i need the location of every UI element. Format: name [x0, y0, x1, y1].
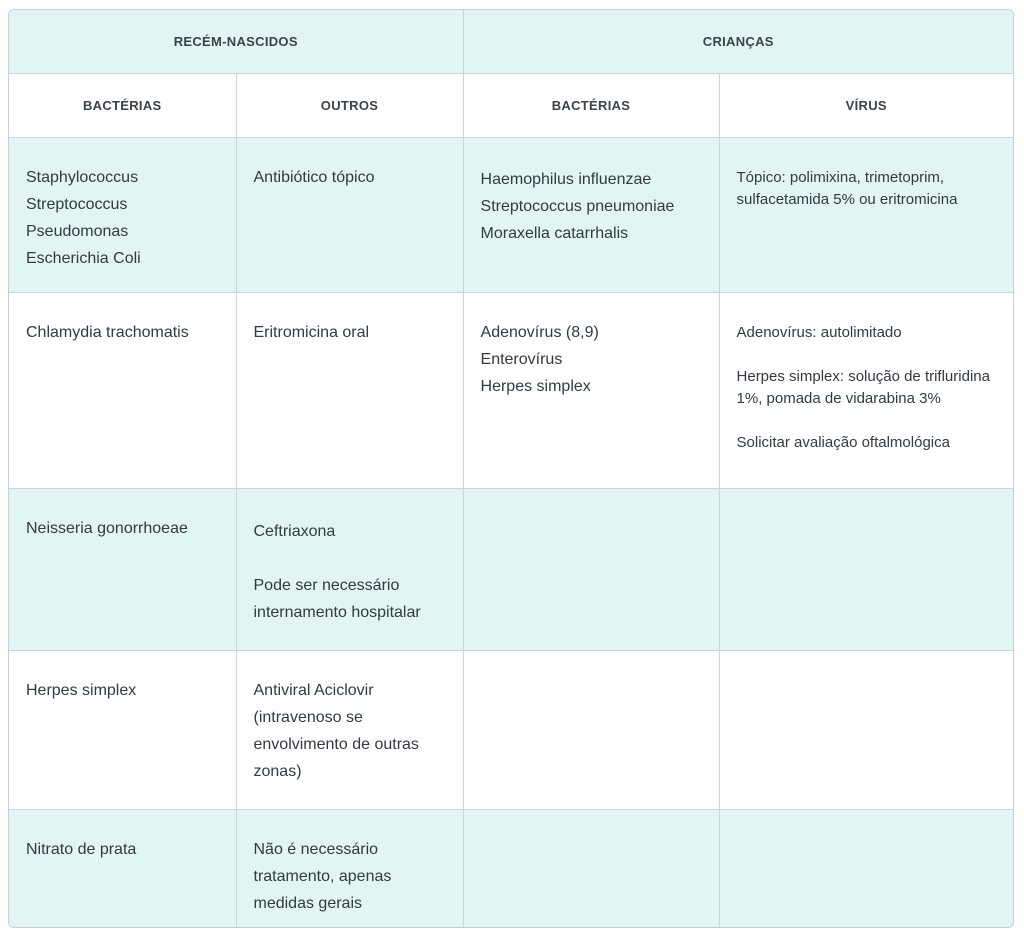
table-row [9, 138, 1013, 293]
cell-text: Antiviral Aciclovir (intravenoso se envolvimento de outras zonas) [253, 682, 419, 780]
cell-text: Herpes simplex [26, 682, 137, 699]
cell-children-bacteria [463, 138, 719, 293]
cell-virus [719, 651, 1013, 810]
cell-text: Eritromicina oral [253, 324, 370, 341]
header-newborn-bacteria: BACTÉRIAS [9, 74, 236, 138]
cell-text: Herpes simplex [480, 378, 591, 395]
cell-text: Tópico: polimixina, trimetoprim, sulfacetamida 5% ou eritromicina [736, 169, 958, 208]
cell-text: Antibiótico tópico [253, 169, 375, 186]
header-children-bacteria: BACTÉRIAS [463, 74, 719, 138]
table-row [9, 293, 1013, 489]
cell-text: Streptococcus pneumoniae [480, 198, 675, 215]
cell-others [236, 810, 463, 927]
treatment-table [8, 9, 1014, 928]
column-header-row [9, 74, 1013, 138]
cell-virus [719, 810, 1013, 927]
cell-text: Não é necessário tratamento, apenas medidas gerais [253, 841, 392, 912]
cell-text: Neisseria gonorrhoeae [26, 520, 188, 537]
header-newborns: RECÉM-NASCIDOS [9, 10, 463, 74]
cell-text: Pseudomonas [26, 223, 129, 240]
cell-virus [719, 138, 1013, 293]
cell-text: Adenovírus: autolimitado [736, 324, 902, 341]
cell-children-bacteria [463, 810, 719, 927]
cell-children-bacteria [463, 651, 719, 810]
cell-virus [719, 489, 1013, 651]
cell-newborn-bacteria [9, 138, 236, 293]
cell-others [236, 138, 463, 293]
table-row [9, 651, 1013, 810]
cell-text: Escherichia Coli [26, 250, 141, 267]
conjunctivitis-table [9, 10, 1013, 927]
cell-others [236, 651, 463, 810]
table-row [9, 810, 1013, 927]
cell-text: Adenovírus (8,9) [480, 324, 599, 341]
group-header-row [9, 10, 1013, 74]
cell-newborn-bacteria [9, 489, 236, 651]
cell-text: Nitrato de prata [26, 841, 137, 858]
cell-text: Solicitar avaliação oftalmológica [736, 434, 950, 451]
cell-virus [719, 293, 1013, 489]
cell-others [236, 293, 463, 489]
cell-text: Haemophilus influenzae [480, 171, 652, 188]
cell-text: Herpes simplex: solução de trifluridina 1%, pomada de vidarabina 3% [736, 368, 990, 407]
cell-text: Pode ser necessário internamento hospitalar [253, 577, 421, 621]
cell-newborn-bacteria [9, 651, 236, 810]
cell-newborn-bacteria [9, 810, 236, 927]
cell-children-bacteria [463, 293, 719, 489]
cell-text: Enterovírus [480, 351, 563, 368]
cell-text: Moraxella catarrhalis [480, 225, 629, 242]
cell-text: Ceftriaxona [253, 523, 336, 540]
cell-newborn-bacteria [9, 293, 236, 489]
header-children: CRIANÇAS [463, 10, 1013, 74]
header-others: OUTROS [236, 74, 463, 138]
cell-text: Streptococcus [26, 196, 128, 213]
header-virus: VÍRUS [719, 74, 1013, 138]
table-row [9, 489, 1013, 651]
cell-others [236, 489, 463, 651]
cell-children-bacteria [463, 489, 719, 651]
cell-text: Staphylococcus [26, 169, 139, 186]
cell-text: Chlamydia trachomatis [26, 324, 189, 341]
